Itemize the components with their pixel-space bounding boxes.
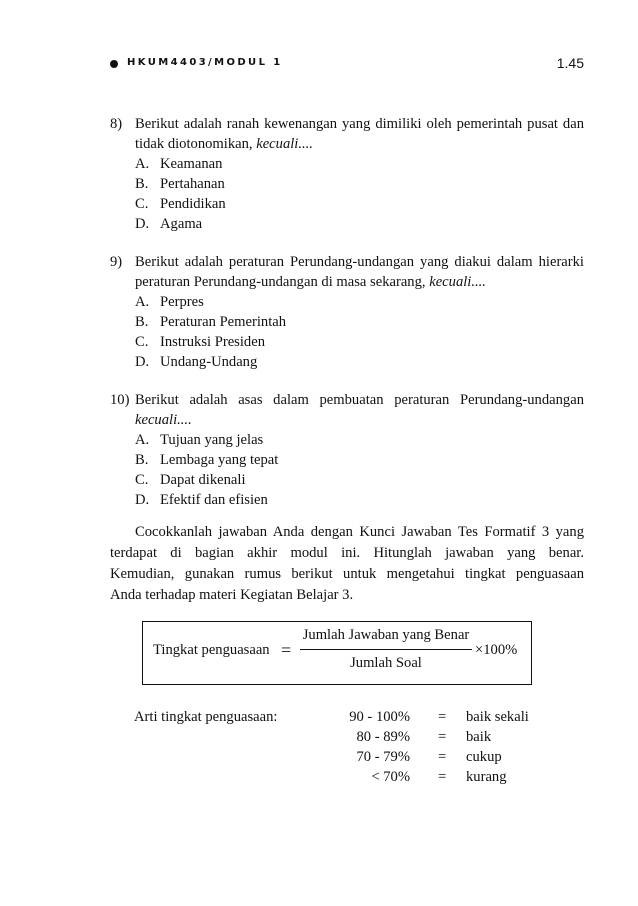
option-d: [135, 490, 584, 510]
instruction-line: Anda terhadap materi Kegiatan Belajar 3.: [110, 587, 354, 603]
question-stem-italic: kecuali....: [429, 274, 486, 290]
option-letter: A.: [135, 294, 150, 310]
mastery-range: 70 - 79%: [356, 749, 410, 765]
question-9: [110, 252, 584, 372]
module-title: HKUM4403/MODUL 1: [127, 57, 283, 68]
mastery-range: < 70%: [371, 769, 410, 785]
option-letter: B.: [135, 176, 149, 192]
option-b: [135, 450, 584, 470]
option-text: Dapat dikenali: [160, 472, 246, 488]
mastery-result: baik sekali: [466, 709, 529, 725]
question-number: 10): [110, 392, 130, 408]
option-letter: C.: [135, 472, 149, 488]
option-text: Lembaga yang tepat: [160, 452, 279, 468]
mastery-result: baik: [466, 729, 492, 745]
option-text: Instruksi Presiden: [160, 334, 265, 350]
bullet-icon: [110, 60, 118, 68]
question-stem: [135, 114, 584, 154]
mastery-row: [302, 747, 602, 767]
option-text: Efektif dan efisien: [160, 492, 268, 508]
option-text: Keamanan: [160, 156, 223, 172]
mastery-range: 90 - 100%: [349, 709, 410, 725]
option-letter: A.: [135, 432, 150, 448]
option-a: [135, 154, 584, 174]
instruction-line: Kemudian, gunakan rumus berikut untuk mengetahui tingkat penguasaan: [110, 566, 584, 582]
question-8: [110, 114, 584, 234]
option-c: [135, 194, 584, 214]
mastery-equals: =: [438, 749, 447, 765]
option-letter: B.: [135, 452, 149, 468]
formula-label: Tingkat penguasaan: [153, 642, 270, 658]
mastery-row: [302, 727, 602, 747]
option-letter: C.: [135, 334, 149, 350]
option-a: [135, 430, 584, 450]
mastery-result: kurang: [466, 769, 507, 785]
fraction-bar: [300, 649, 472, 650]
option-c: [135, 470, 584, 490]
option-b: [135, 312, 584, 332]
option-d: [135, 352, 584, 372]
instruction-paragraph: [110, 522, 584, 606]
mastery-range: 80 - 89%: [356, 729, 410, 745]
formula-multiplier: ×100%: [475, 642, 518, 658]
option-letter: B.: [135, 314, 149, 330]
option-letter: D.: [135, 354, 150, 370]
question-stem-italic: kecuali....: [135, 412, 192, 428]
option-b: [135, 174, 584, 194]
option-text: Undang-Undang: [160, 354, 258, 370]
option-letter: C.: [135, 196, 149, 212]
option-text: Tujuan yang jelas: [160, 432, 264, 448]
question-10: [110, 390, 584, 510]
option-letter: D.: [135, 492, 150, 508]
question-stem-italic: kecuali....: [256, 136, 313, 152]
formula-box: [142, 621, 532, 685]
mastery-equals: =: [438, 729, 447, 745]
question-stem: [135, 252, 584, 292]
page-number: 1.45: [556, 55, 584, 71]
option-letter: D.: [135, 216, 150, 232]
option-a: [135, 292, 584, 312]
formula-denominator: Jumlah Soal: [350, 655, 422, 671]
option-letter: A.: [135, 156, 150, 172]
instruction-line: Cocokkanlah jawaban Anda dengan Kunci Jawaban Tes Formatif 3 yang: [135, 524, 584, 540]
option-text: Agama: [160, 216, 203, 232]
mastery-equals: =: [438, 769, 447, 785]
option-text: Peraturan Pemerintah: [160, 314, 287, 330]
option-c: [135, 332, 584, 352]
question-stem: [135, 390, 584, 430]
mastery-result: cukup: [466, 749, 502, 765]
question-number: 8): [110, 116, 123, 132]
option-text: Pertahanan: [160, 176, 225, 192]
question-stem-text: Berikut adalah ranah kewenangan yang dimiliki oleh pemerintah pusat dan tidak diotonomikan,: [135, 116, 584, 152]
mastery-equals: =: [438, 709, 447, 725]
question-stem-text: Berikut adalah asas dalam pembuatan peraturan Perundang-undangan: [135, 392, 584, 408]
question-number: 9): [110, 254, 123, 270]
mastery-row: [302, 767, 602, 787]
option-d: [135, 214, 584, 234]
page-header: [110, 55, 584, 75]
instruction-line: terdapat di bagian akhir modul ini. Hitunglah jawaban yang benar.: [110, 545, 584, 561]
option-text: Pendidikan: [160, 196, 226, 212]
mastery-row: [302, 707, 602, 727]
formula-numerator: Jumlah Jawaban yang Benar: [302, 627, 470, 643]
mastery-label: Arti tingkat penguasaan:: [134, 709, 278, 725]
formula-equals: =: [281, 640, 292, 660]
option-text: Perpres: [160, 294, 204, 310]
question-stem-text: Berikut adalah peraturan Perundang-undangan yang diakui dalam hierarki peraturan Perundang-undangan di masa sekarang,: [135, 254, 584, 290]
